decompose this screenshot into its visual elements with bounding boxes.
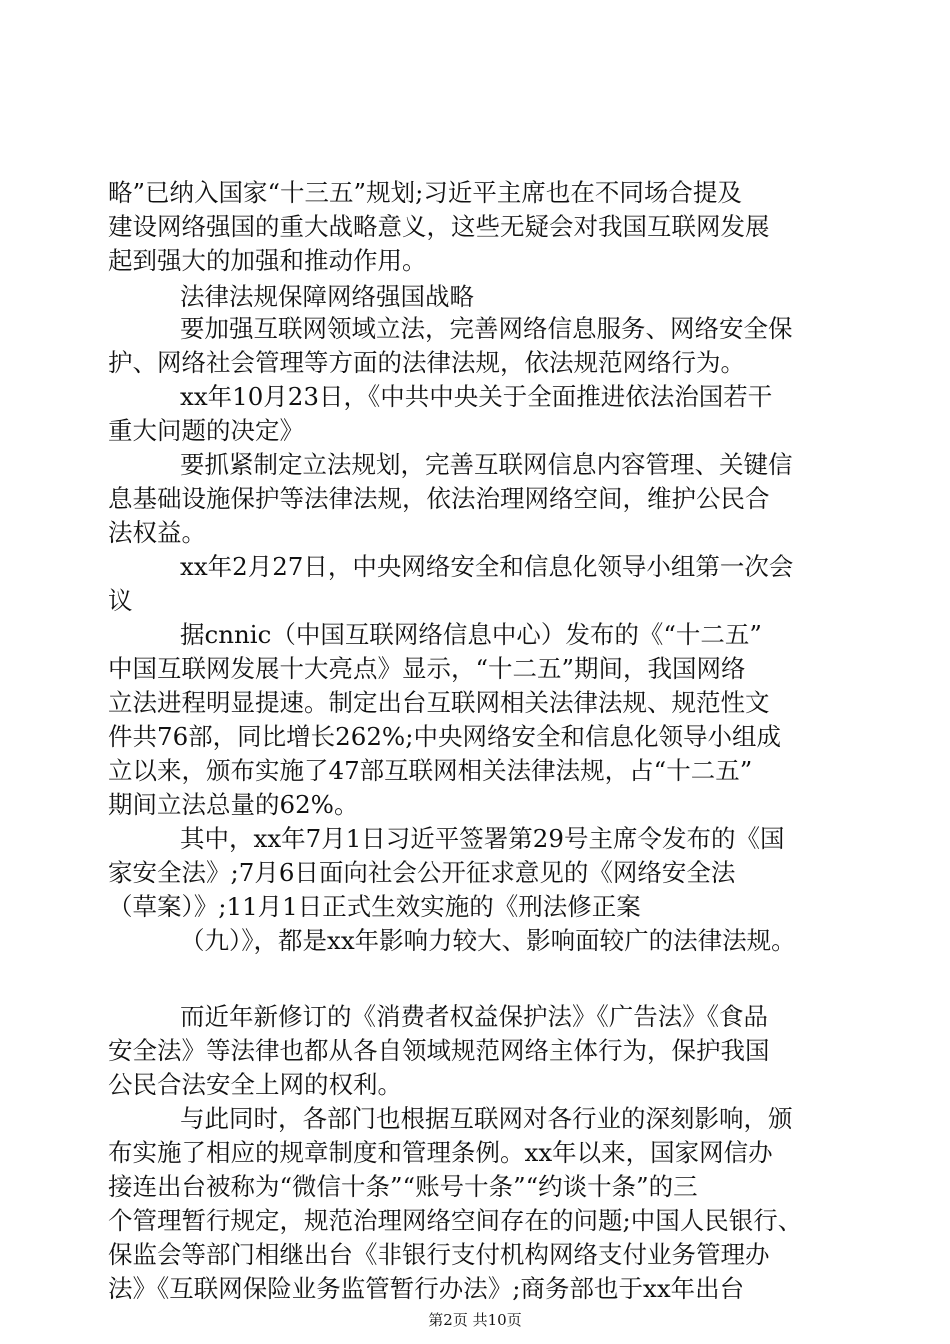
text-line: 而近年新修订的《消费者权益保护法》《广告法》《食品 xyxy=(180,1002,768,1031)
text-line: 立以来，颁布实施了47部互联网相关法律法规，占“十二五” xyxy=(108,756,753,785)
text-line: 期间立法总量的62%。 xyxy=(108,790,359,819)
text-line: 接连出台被称为“微信十条”“账号十条”“约谈十条”的三 xyxy=(108,1172,698,1201)
text-line: （草案）》;11月1日正式生效实施的《刑法修正案 xyxy=(108,892,641,921)
text-line: 保监会等部门相继出台《非银行支付机构网络支付业务管理办 xyxy=(108,1240,770,1269)
text-line: 建设网络强国的重大战略意义，这些无疑会对我国互联网发展 xyxy=(108,212,770,241)
text-line: 议 xyxy=(108,586,133,615)
text-line: 中国互联网发展十大亮点》显示，“十二五”期间，我国网络 xyxy=(108,654,746,683)
text-line: （九）》，都是xx年影响力较大、影响面较广的法律法规。 xyxy=(180,926,796,955)
text-line: 安全法》等法律也都从各自领域规范网络主体行为，保护我国 xyxy=(108,1036,770,1065)
text-line: 件共76部，同比增长262%;中央网络安全和信息化领导小组成 xyxy=(108,722,781,751)
text-line: 重大问题的决定》 xyxy=(108,416,304,445)
text-line: xx年2月27日，中央网络安全和信息化领导小组第一次会 xyxy=(180,552,794,581)
text-line: 个管理暂行规定，规范治理网络空间存在的问题;中国人民银行、 xyxy=(108,1206,803,1235)
text-line: 与此同时，各部门也根据互联网对各行业的深刻影响，颁 xyxy=(180,1104,793,1133)
text-line: 公民合法安全上网的权利。 xyxy=(108,1070,402,1099)
text-line: 略”已纳入国家“十三五”规划;习近平主席也在不同场合提及 xyxy=(108,178,742,207)
text-line: 法》《互联网保险业务监管暂行办法》;商务部也于xx年出台 xyxy=(108,1274,745,1303)
text-line: 起到强大的加强和推动作用。 xyxy=(108,246,427,275)
text-line: 其中，xx年7月1日习近平签署第29号主席令发布的《国 xyxy=(180,824,785,853)
text-line: 家安全法》;7月6日面向社会公开征求意见的《网络安全法 xyxy=(108,858,736,887)
text-line: 息基础设施保护等法律法规，依法治理网络空间，维护公民合 xyxy=(108,484,770,513)
text-line: xx年10月23日，《中共中央关于全面推进依法治国若干 xyxy=(180,382,773,411)
text-line: 法律法规保障网络强国战略 xyxy=(180,282,474,311)
text-line: 立法进程明显提速。制定出台互联网相关法律法规、规范性文 xyxy=(108,688,770,717)
text-line: 护、网络社会管理等方面的法律法规，依法规范网络行为。 xyxy=(108,348,745,377)
text-line: 法权益。 xyxy=(108,518,206,547)
text-line: 要加强互联网领域立法，完善网络信息服务、网络安全保 xyxy=(180,314,793,343)
text-line: 要抓紧制定立法规划，完善互联网信息内容管理、关键信 xyxy=(180,450,793,479)
page-number-footer: 第2页 共10页 xyxy=(428,1311,522,1329)
text-line: 布实施了相应的规章制度和管理条例。xx年以来，国家网信办 xyxy=(108,1138,773,1167)
text-line: 据cnnic（中国互联网络信息中心）发布的《“十二五” xyxy=(180,620,762,649)
